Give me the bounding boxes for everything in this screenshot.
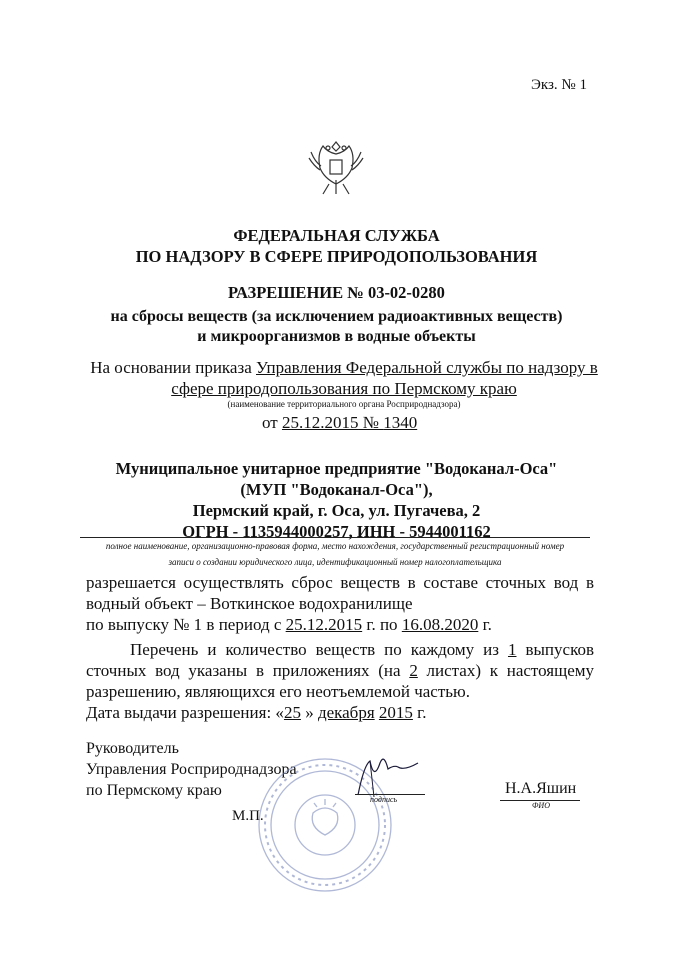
authority-name: Управления Федеральной службы по надзору в сфере природопользования по Пермскому краю: [171, 358, 598, 398]
period-mid: г. по: [362, 615, 402, 634]
agency-title: [0, 225, 673, 267]
body-period: [86, 614, 594, 635]
p2-part-b: выпусков сточных вод указаны в приложениях (на: [86, 640, 595, 680]
issue-year: 2015: [378, 703, 413, 722]
org-line2: (МУП "Водоканал-Оса"),: [240, 480, 433, 499]
org-line3: Пермский край, г. Оса, ул. Пугачева, 2: [192, 501, 481, 520]
p2-part-c: листах) к настоящему разрешению, являющихся его неотъемлемой частью.: [86, 661, 595, 701]
signatory-line1: Руководитель: [86, 740, 179, 757]
authority-note: (наименование территориального органа Росприроднадзора): [227, 399, 461, 409]
org-note-line2: записи о создании юридического лица, идентификационный номер налогоплательщика: [168, 557, 502, 567]
name-caption: ФИО: [532, 801, 550, 810]
seal-place: М.П.: [232, 808, 264, 824]
p2-part-a: Перечень и количество веществ по каждому из: [130, 640, 508, 659]
period-prefix: по выпуску № 1 в период с: [86, 615, 286, 634]
org-note-line1: полное наименование, организационно-правовая форма, место нахождения, государственный регистрационный номер: [105, 541, 565, 551]
order-date: 25.12.2015: [281, 413, 359, 432]
signatory-line2: Управления Росприроднадзора: [86, 761, 297, 778]
org-note: [80, 538, 590, 570]
issue-month: декабря: [317, 703, 375, 722]
permit-subtitle: [0, 307, 673, 347]
agency-title-line1: ФЕДЕРАЛЬНАЯ СЛУЖБА: [233, 226, 440, 245]
issue-date: [86, 703, 426, 723]
signatory-name: Н.А.Яшин: [505, 780, 577, 797]
agency-title-line2: ПО НАДЗОРУ В СФЕРЕ ПРИРОДОПОЛЬЗОВАНИЯ: [135, 247, 538, 266]
date-from: 25.12.2015: [285, 615, 363, 634]
period-suffix: г.: [478, 615, 492, 634]
org-line1: Муниципальное унитарное предприятие "Водоканал-Оса": [115, 459, 558, 478]
permit-subtitle-line1: на сбросы веществ (за исключением радиоактивных веществ): [110, 308, 563, 325]
order-no: №: [358, 413, 384, 432]
body-paragraph-1: разрешается осуществлять сброс веществ в составе сточных вод в водный объект – Воткинское водохранилище: [86, 573, 594, 613]
signature-caption: подпись: [370, 795, 398, 804]
permit-subtitle-line2: и микроорганизмов в водные объекты: [197, 328, 476, 345]
issue-mid: »: [300, 703, 318, 722]
order-from: от: [262, 413, 282, 432]
organization-block: [0, 458, 673, 542]
issue-day: 25: [283, 703, 301, 722]
permit-body: [86, 572, 594, 702]
date-to: 16.08.2020: [401, 615, 479, 634]
outlets-count: 1: [507, 640, 517, 659]
coat-of-arms-icon: [303, 134, 369, 200]
signatory-line3: по Пермскому краю: [86, 782, 222, 799]
issue-suffix: г.: [412, 703, 427, 722]
order-number: 1340: [383, 413, 418, 432]
basis-paragraph: [70, 357, 618, 410]
permit-title: РАЗРЕШЕНИЕ № 03-02-0280: [228, 283, 445, 302]
org-line4: ОГРН - 1135944000257, ИНН - 5944001162: [182, 522, 491, 541]
body-paragraph-2: [86, 639, 594, 702]
order-date-number: [262, 413, 417, 433]
copy-number: Экз. № 1: [531, 77, 587, 93]
issue-label: Дата выдачи разрешения: «: [86, 703, 284, 722]
sheets-count: 2: [409, 661, 418, 680]
basis-prefix: На основании приказа: [90, 358, 256, 377]
